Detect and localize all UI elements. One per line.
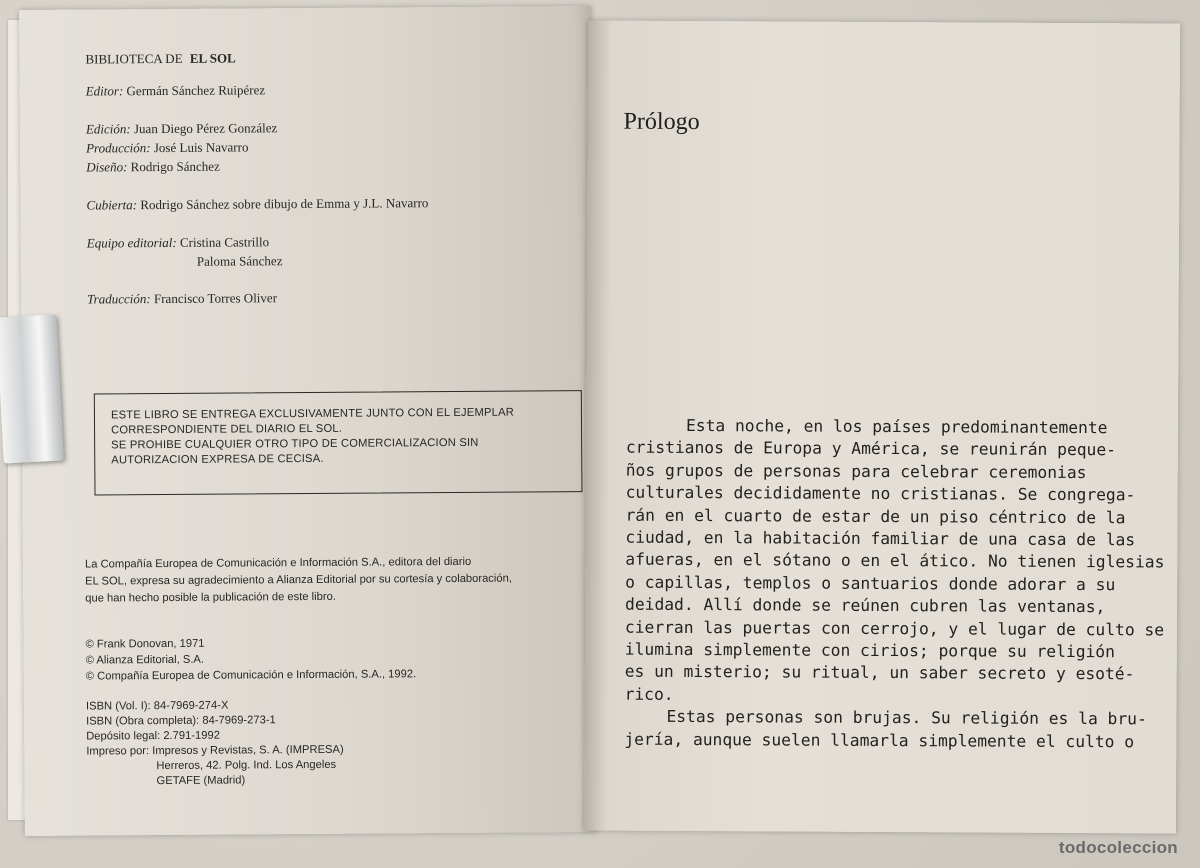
body-line: ilumina simplemente con cirios; porque su religión bbox=[624, 639, 1115, 662]
notice-box bbox=[94, 390, 583, 495]
credit-editor: Editor: Germán Sánchez Ruipérez bbox=[85, 82, 266, 99]
credit-edicion: Edición: Juan Diego Pérez González bbox=[85, 120, 278, 137]
metal-clip bbox=[0, 315, 64, 464]
body-line: rico. bbox=[624, 684, 674, 704]
credit-equipo-2: Paloma Sánchez bbox=[196, 253, 283, 269]
body-line: rán en el cuarto de estar de un piso céntrico de la bbox=[625, 505, 1126, 527]
acknowledgement: La Compañía Europea de Comunicación e Información S.A., editora del diario EL SOL, expresa su agradecimiento a Alianza Editorial por su cortesía y colaboración, que han hecho posible la publicación de este libro. bbox=[84, 555, 512, 605]
right-page bbox=[584, 20, 1180, 833]
credit-traduccion: Traducción: Francisco Torres Oliver bbox=[87, 290, 278, 307]
chapter-title: Prólogo bbox=[623, 108, 700, 136]
credit-produccion: Producción: José Luis Navarro bbox=[86, 139, 249, 156]
series-name: EL SOL bbox=[189, 50, 236, 66]
body-line: Estas personas son brujas. Su religión es la bru- bbox=[666, 707, 1147, 729]
imprint-block: ISBN (Vol. I): 84-7969-274-X ISBN (Obra completa): 84-7969-273-1 Depósito legal: 2.791-1992 Impreso por: Impresos y Revistas, S. A. (IMPRESA) Herreros, 42. Polg. Ind. Los Angeles GETAFE (Madrid) bbox=[85, 699, 344, 788]
body-line: es un misterio; su ritual, un saber secreto y esoté- bbox=[624, 662, 1135, 684]
series-heading bbox=[85, 50, 235, 67]
body-line: cristianos de Europa y América, se reunirán peque- bbox=[625, 438, 1117, 460]
notice-line: AUTORIZACION EXPRESA DE CECISA. bbox=[111, 452, 324, 467]
prologue-body bbox=[624, 415, 1165, 754]
copyright-block: © Frank Donovan, 1971 © Alianza Editorial, S.A. © Compañía Europea de Comunicación e Información, S.A., 1992. bbox=[85, 637, 417, 683]
left-page bbox=[19, 6, 597, 836]
body-line: culturales decididamente no cristianas. Se congrega- bbox=[625, 482, 1136, 505]
notice-line: ESTE LIBRO SE ENTREGA EXCLUSIVAMENTE JUNTO CON EL EJEMPLAR bbox=[110, 406, 515, 422]
credit-cubierta: Cubierta: Rodrigo Sánchez sobre dibujo de Emma y J.L. Navarro bbox=[86, 195, 429, 213]
credit-diseno: Diseño: Rodrigo Sánchez bbox=[86, 158, 220, 175]
watermark-logo: todocoleccion bbox=[1058, 838, 1178, 857]
credit-equipo: Equipo editorial: Cristina Castrillo bbox=[86, 234, 270, 251]
body-line: jería, aunque suelen llamarla simplemente el culto o bbox=[624, 729, 1135, 752]
body-line: ños grupos de personas para celebrar ceremonias bbox=[625, 460, 1087, 482]
body-line: Esta noche, en los países predominantemente bbox=[685, 415, 1108, 438]
body-line: afueras, en el sótano o en el ático. No tienen iglesias bbox=[625, 550, 1165, 572]
body-line: o capillas, templos o santuarios donde adorar a su bbox=[625, 572, 1116, 595]
body-line: deidad. Allí donde se reúnen cubren las ventanas, bbox=[625, 594, 1106, 617]
body-line: cierran las puertas con cerrojo, y el lugar de culto se bbox=[624, 617, 1165, 640]
series-prefix: BIBLIOTECA DE bbox=[85, 50, 183, 67]
notice-line: SE PROHIBE CUALQUIER OTRO TIPO DE COMERCIALIZACION SIN bbox=[111, 436, 479, 452]
notice-line: CORRESPONDIENTE DEL DIARIO EL SOL. bbox=[111, 422, 343, 437]
body-line: ciudad, en la habitación familiar de una casa de las bbox=[625, 527, 1136, 550]
